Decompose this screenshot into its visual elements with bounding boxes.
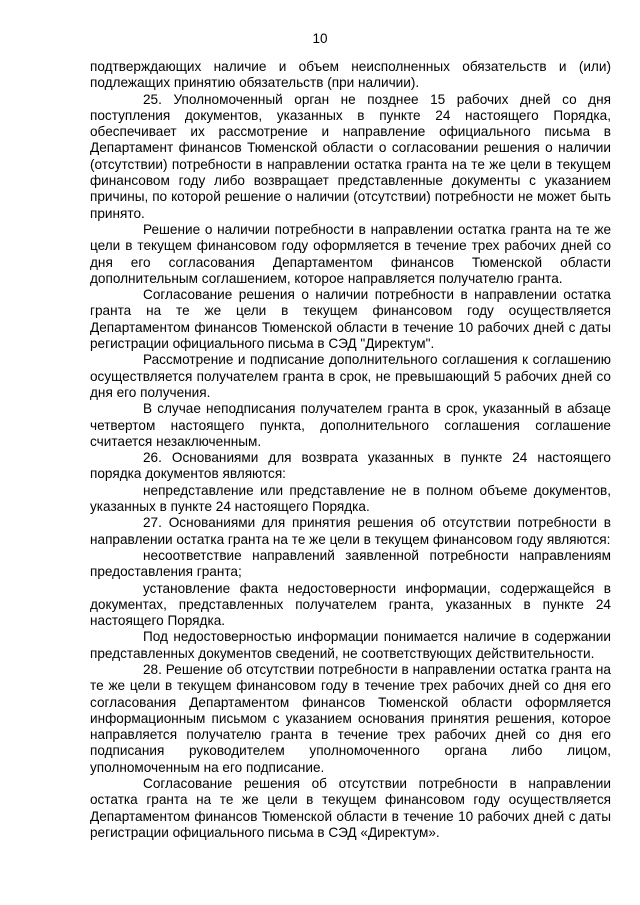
paragraph-item-25: 25. Уполномоченный орган не позднее 15 рабочих дней со дня поступления документов, указанных в пункте 24 настоящего Порядка, обеспечивает их рассмотрение и направление официального письма в Департамент финансов Тюменской области о согласовании решения о наличии (отсутствии) потребности в направлении остатка гранта на те же цели в текущем финансовом году либо возвращает представленные документы с указанием причины, по которой решение о наличии (отсутствии) потребности не может быть принято. <box>90 91 611 221</box>
paragraph-item-28: 28. Решение об отсутствии потребности в направлении остатка гранта на те же цели в текущем финансовом году в течение трех рабочих дней со дня его согласования Департаментом финансов Тюменской области оформляется информационным письмом с указанием основания принятия решения, которое направляется получателю гранта в течение трех рабочих дней со дня его подписания руководителем уполномоченного органа либо лицом, уполномоченным на его подписание. <box>90 661 611 775</box>
paragraph-item-26: 26. Основаниями для возврата указанных в пункте 24 настоящего порядка документов являются: <box>90 450 611 482</box>
document-body <box>90 59 611 841</box>
paragraph-ground-unreliable-info: установление факта недостоверности информации, содержащейся в документах, представленных получателем гранта, указанных в пункте 24 настоящего Порядка. <box>90 580 611 629</box>
paragraph-approval-of-negative-decision: Согласование решения об отсутствии потребности в направлении остатка гранта на те же цели в текущем финансовом году осуществляется Департаментом финансов Тюменской области в течение 10 рабочих дней с даты регистрации официального письма в СЭД «Директум». <box>90 776 611 840</box>
paragraph-approval-of-decision: Согласование решения о наличии потребности в направлении остатка гранта на те же цели в текущем финансовом году осуществляется Департаментом финансов Тюменской области в течение 10 рабочих дней с даты регистрации официального письма в СЭД "Директум". <box>90 287 611 352</box>
paragraph-return-ground: непредставление или представление не в полном объеме документов, указанных в пункте 24 настоящего Порядка. <box>90 482 611 515</box>
paragraph-signing-agreement: Рассмотрение и подписание дополнительного соглашения к соглашению осуществляется получателем гранта в срок, не превышающий 5 рабочих дней со дня его получения. <box>90 352 611 400</box>
paragraph-unreliability-definition: Под недостоверностью информации понимается наличие в содержании представленных документов сведений, не соответствующих действительности. <box>90 629 611 661</box>
page-number: 10 <box>312 31 328 46</box>
paragraph-decision-on-need: Решение о наличии потребности в направлении остатка гранта на те же цели в текущем финансовом году оформляется в течение трех рабочих дней со дня его согласования Департаментом финансов Тюменской области дополнительным соглашением, которое направляется получателю гранта. <box>90 221 611 286</box>
paragraph-ground-mismatch: несоответствие направлений заявленной потребности направлениям предоставления гранта; <box>90 547 611 580</box>
paragraph-item-27: 27. Основаниями для принятия решения об отсутствии потребности в направлении остатка гранта на те же цели в текущем финансовом году являются: <box>90 515 611 547</box>
paragraph-obligations-continuation: подтверждающих наличие и объем неисполненных обязательств и (или) подлежащих принятию обязательств (при наличии). <box>90 59 611 91</box>
paragraph-unsigned-agreement: В случае неподписания получателем гранта в срок, указанный в абзаце четвертом настоящего пункта, дополнительного соглашения соглашение считается незаключенным. <box>90 401 611 449</box>
